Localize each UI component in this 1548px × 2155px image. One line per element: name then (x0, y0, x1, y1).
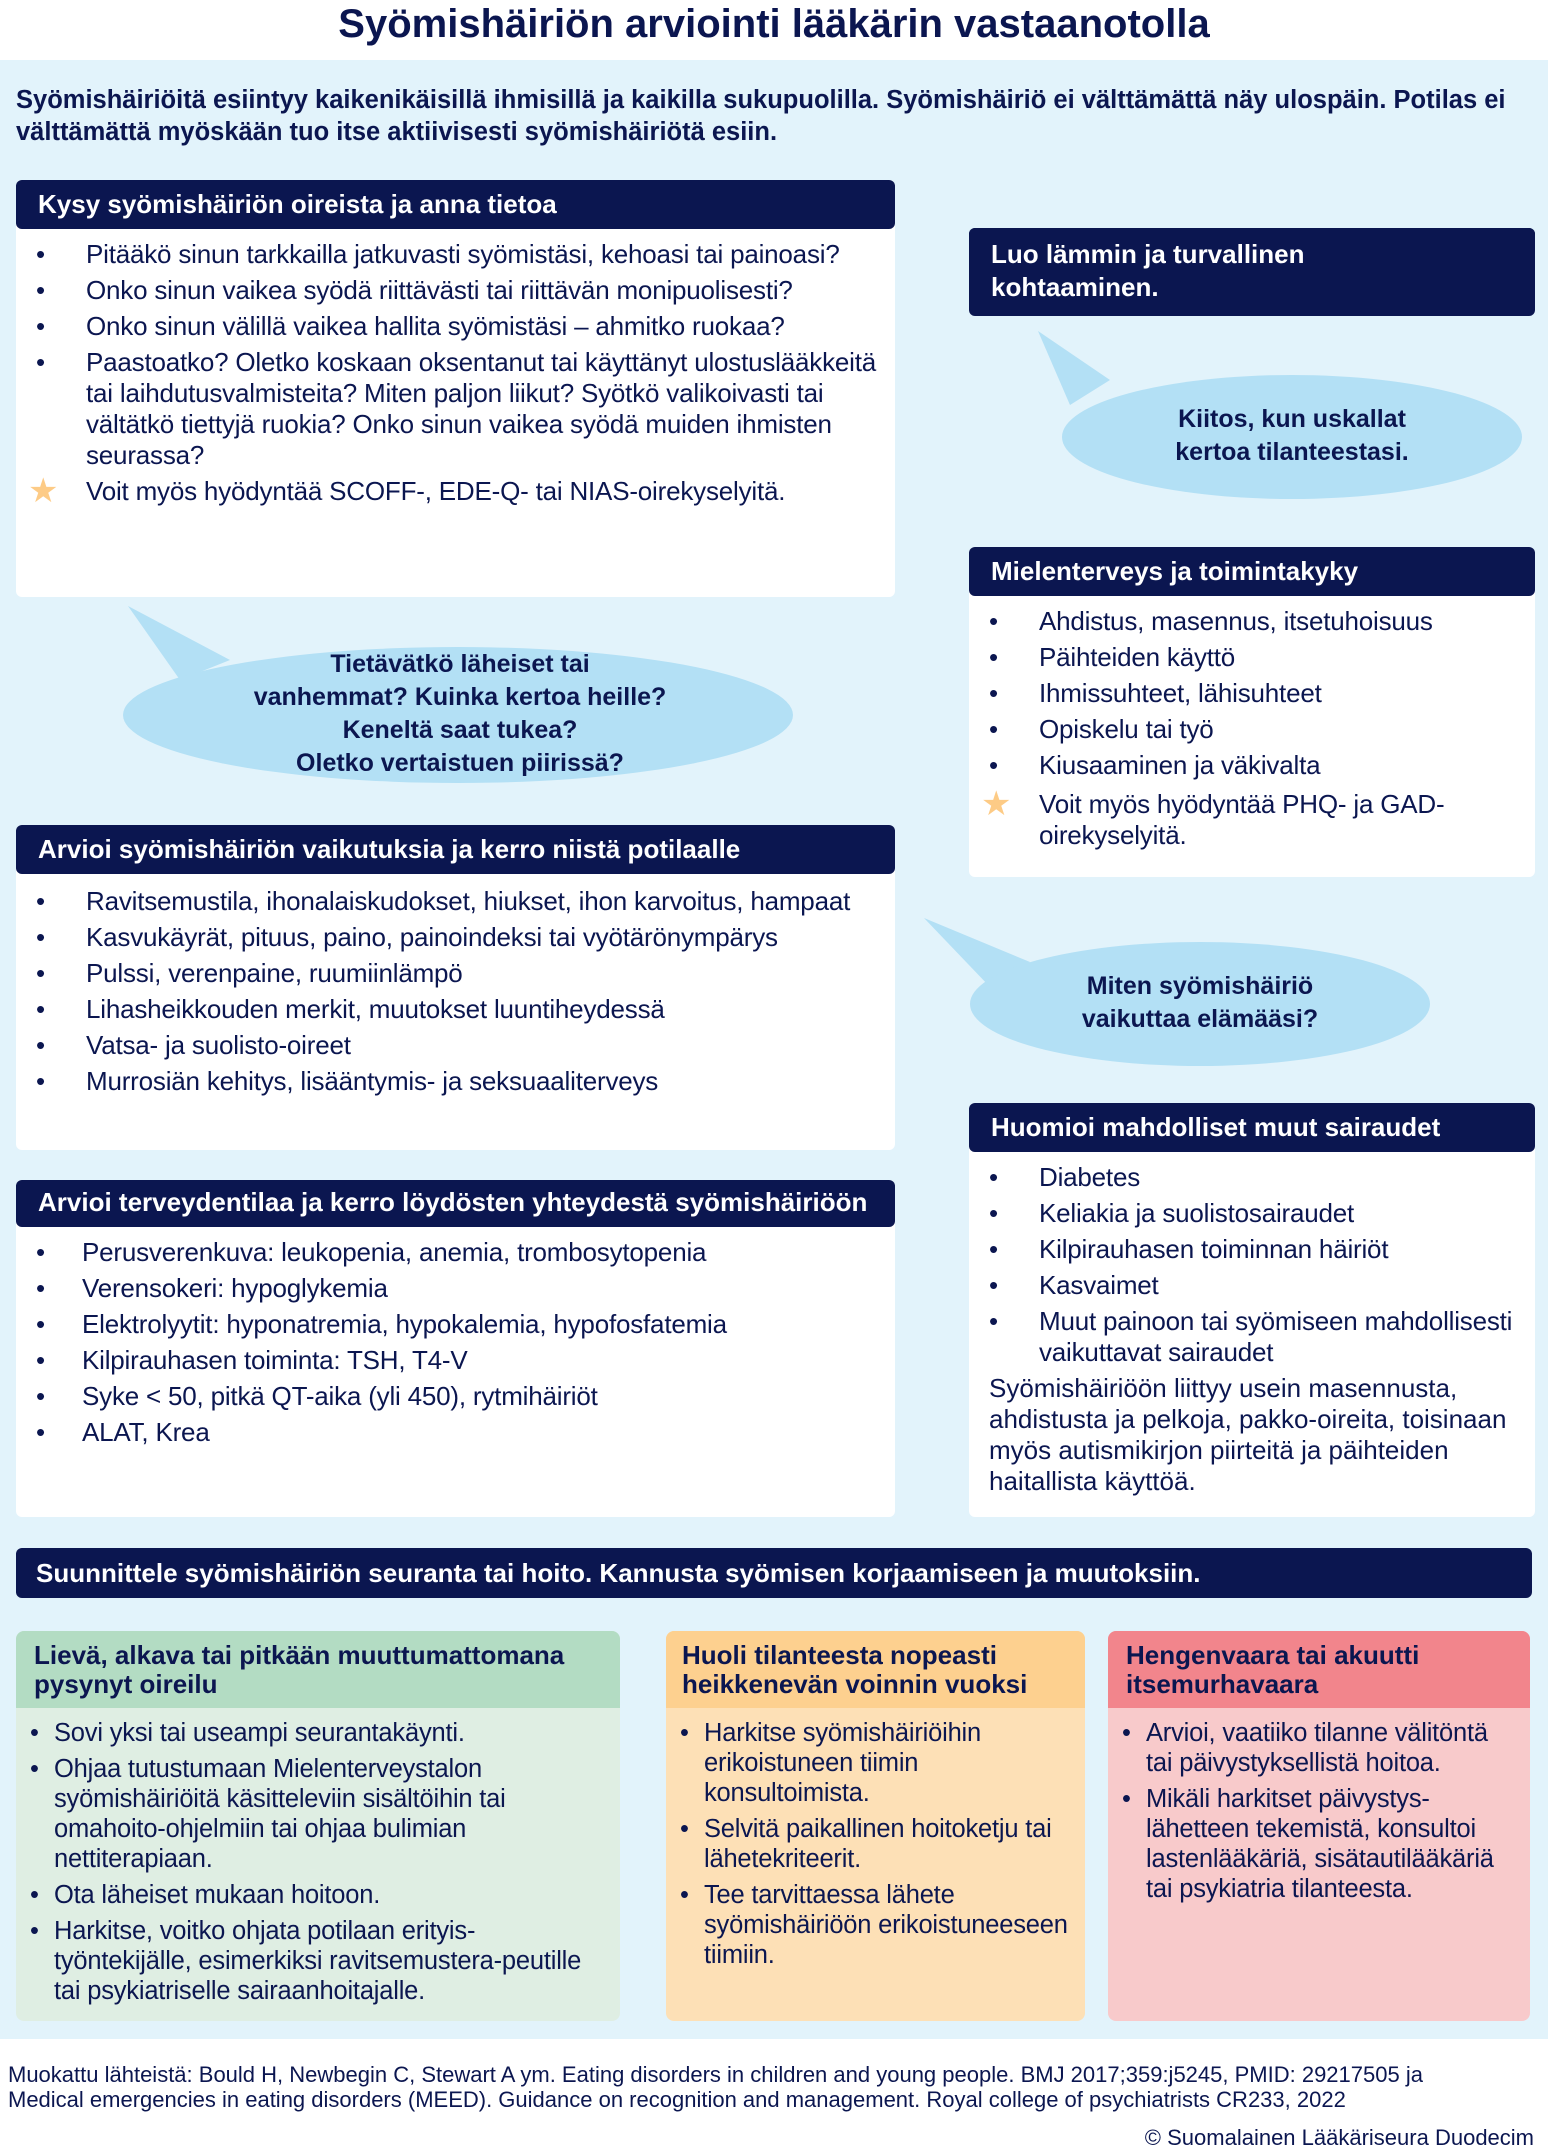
list-item: • Kilpirauhasen toiminta: TSH, T4-V (16, 1345, 895, 1376)
list-item: • Muut painoon tai syömiseen mahdollisesti vaikuttavat sairaudet (969, 1306, 1535, 1368)
bubble-line: Oletko vertaistuen piirissä? (296, 749, 624, 777)
danger-box (1108, 1631, 1530, 2021)
ask-symptoms-box (16, 180, 895, 597)
mental-health-box (969, 547, 1535, 877)
effects-header: Arvioi syömishäiriön vaikutuksia ja kerro niistä potilaalle (16, 825, 895, 874)
other-diseases-note: Syömishäiriöön liittyy usein masennusta, ahdistusta ja pelkoja, pakko-oireita, toisinaan myös autismikirjon piirteitä ja päihteiden haitallista käyttöä. (989, 1373, 1507, 1496)
star-icon: ★ (28, 472, 59, 510)
list-item: • Päihteiden käyttö (969, 642, 1535, 673)
list-item: • Diabetes (969, 1162, 1535, 1193)
danger-header: Hengenvaara tai akuutti itsemurhavaara (1108, 1631, 1530, 1708)
concern-box (666, 1631, 1085, 2021)
tip-item (969, 785, 1535, 851)
list-item: • Pitääkö sinun tarkkailla jatkuvasti syömistäsi, kehoasi tai painoasi? (16, 239, 885, 270)
list-item: • Pulssi, verenpaine, ruumiinlämpö (16, 958, 885, 989)
concern-header: Huoli tilanteesta nopeasti heikkenevän voinnin vuoksi (666, 1631, 1085, 1708)
list-item: • Tee tarvittaessa lähete syömishäiriöön erikoistuneeseen tiimiin. (666, 1880, 1075, 1970)
health-header: Arvioi terveydentilaa ja kerro löydösten yhteydestä syömishäiriöön (16, 1180, 895, 1227)
list-item: • Vatsa- ja suolisto-oireet (16, 1030, 885, 1061)
list-item: • Kilpirauhasen toiminnan häiriöt (969, 1234, 1535, 1265)
mild-header: Lievä, alkava tai pitkään muuttumattomana pysynyt oireilu (16, 1631, 620, 1708)
effects-box (16, 825, 895, 1150)
list-item: • Syke < 50, pitkä QT-aika (yli 450), rytmihäiriöt (16, 1381, 895, 1412)
list-item: • Kiusaaminen ja väkivalta (969, 750, 1535, 781)
list-item: • Ohjaa tutustumaan Mielenterveystalon syömishäiriöitä käsitteleviin sisältöihin tai omahoito-ohjelmiin tai ohjaa bulimian nettiterapiaan. (16, 1754, 610, 1874)
tip-item (16, 472, 885, 510)
list-item: • Perusverenkuva: leukopenia, anemia, trombosytopenia (16, 1237, 895, 1268)
page-title: Syömishäiriön arviointi lääkärin vastaanotolla (338, 2, 1210, 46)
list-item: • Lihasheikkouden merkit, muutokset luuntiheydessä (16, 994, 885, 1025)
list-item: • Kasvaimet (969, 1270, 1535, 1301)
list-item: • Harkitse syömishäiriöihin erikoistuneen tiimin konsultoimista. (666, 1718, 1075, 1808)
mental-health-header: Mielenterveys ja toimintakyky (969, 547, 1535, 596)
list-item: • Ihmissuhteet, lähisuhteet (969, 678, 1535, 709)
list-item: • Ravitsemustila, ihonalaiskudokset, hiukset, ihon karvoitus, hampaat (16, 886, 885, 917)
list-item: • Ota läheiset mukaan hoitoon. (16, 1880, 610, 1910)
list-item: • Murrosiän kehitys, lisääntymis- ja seksuaaliterveys (16, 1066, 885, 1097)
ask-symptoms-header: Kysy syömishäiriön oireista ja anna tietoa (16, 180, 895, 229)
plan-banner: Suunnittele syömishäiriön seuranta tai hoito. Kannusta syömisen korjaamiseen ja muutoksiin. (16, 1548, 1532, 1598)
bubble-line: Keneltä saat tukea? (342, 716, 578, 744)
tip-text: Voit myös hyödyntää PHQ- ja GAD-oirekyselyitä. (1039, 789, 1445, 850)
copyright: © Suomalainen Lääkäriseura Duodecim (1144, 2125, 1534, 2150)
source-citation: Muokattu lähteistä: Bould H, Newbegin C, Stewart A ym. Eating disorders in children and young people. BMJ 2017;359:j5245, PMID: 29217505 ja Medical emergencies in eating disorders (MEED). Guidance on recognition and management. Royal college of psychiatrists CR233, 2022 (8, 2062, 1423, 2112)
list-item: • Selvitä paikallinen hoitoketju tai lähetekriteerit. (666, 1814, 1075, 1874)
bubble-line: Miten syömishäiriö (1086, 972, 1314, 1000)
warm-encounter-header: Luo lämmin ja turvallinen kohtaaminen. (969, 228, 1535, 312)
list-item: • Onko sinun vaikea syödä riittävästi tai riittävän monipuolisesti? (16, 275, 885, 306)
list-item: • Opiskelu tai työ (969, 714, 1535, 745)
tip-text: Voit myös hyödyntää SCOFF-, EDE-Q- tai NIAS-oirekyselyitä. (86, 476, 786, 506)
bubble-line: Kiitos, kun uskallat (1178, 405, 1406, 433)
bubble-line: kertoa tilanteestasi. (1175, 438, 1409, 466)
bubble-line: Tietävätkö läheiset tai (330, 650, 590, 678)
list-item: • Onko sinun välillä vaikea hallita syömistäsi – ahmitko ruokaa? (16, 311, 885, 342)
intro-text: Syömishäiriöitä esiintyy kaikenikäisillä ihmisillä ja kaikilla sukupuolilla. Syömishäiriö ei välttämättä näy ulospäin. Potilas ei välttämättä myöskään tuo itse aktiivisesti syömishäiriötä esiin. (16, 86, 1506, 146)
warm-encounter-box (969, 228, 1535, 316)
bubble-line: vanhemmat? Kuinka kertoa heille? (253, 683, 667, 711)
speech-bubble-thanks (1030, 325, 1530, 505)
bubble-line: vaikuttaa elämääsi? (1081, 1005, 1319, 1033)
list-item: • Verensokeri: hypoglykemia (16, 1273, 895, 1304)
list-item: • Paastoatko? Oletko koskaan oksentanut tai käyttänyt ulostuslääkkeitä tai laihdutusvalmisteita? Miten paljon liikut? Syötkö valikoivasti tai vältätkö tiettyjä ruokia? Onko sinun vaikea syödä muiden ihmisten seurassa? (16, 347, 885, 471)
speech-bubble-life-impact (920, 912, 1440, 1072)
list-item: • Keliakia ja suolistosairaudet (969, 1198, 1535, 1229)
list-item: • Harkitse, voitko ohjata potilaan erityis-työntekijälle, esimerkiksi ravitsemustera-peutille tai psykiatriselle sairaanhoitajalle. (16, 1916, 610, 2006)
list-item: • Mikäli harkitset päivystys-lähetteen tekemistä, konsultoi lastenlääkäriä, sisätautilääkäriä tai psykiatria tilanteesta. (1108, 1784, 1520, 1904)
other-diseases-box (969, 1103, 1535, 1517)
health-box (16, 1180, 895, 1517)
mild-box (16, 1631, 620, 2021)
list-item: • Arvioi, vaatiiko tilanne välitöntä tai päivystyksellistä hoitoa. (1108, 1718, 1520, 1778)
star-icon: ★ (981, 785, 1012, 823)
list-item: • Sovi yksi tai useampi seurantakäynti. (16, 1718, 610, 1748)
list-item: • Ahdistus, masennus, itsetuhoisuus (969, 606, 1535, 637)
list-item: • ALAT, Krea (16, 1417, 895, 1448)
list-item: • Kasvukäyrät, pituus, paino, painoindeksi tai vyötärönympärys (16, 922, 885, 953)
speech-bubble-support (120, 600, 800, 790)
other-diseases-header: Huomioi mahdolliset muut sairaudet (969, 1103, 1535, 1152)
list-item: • Elektrolyytit: hyponatremia, hypokalemia, hypofosfatemia (16, 1309, 895, 1340)
